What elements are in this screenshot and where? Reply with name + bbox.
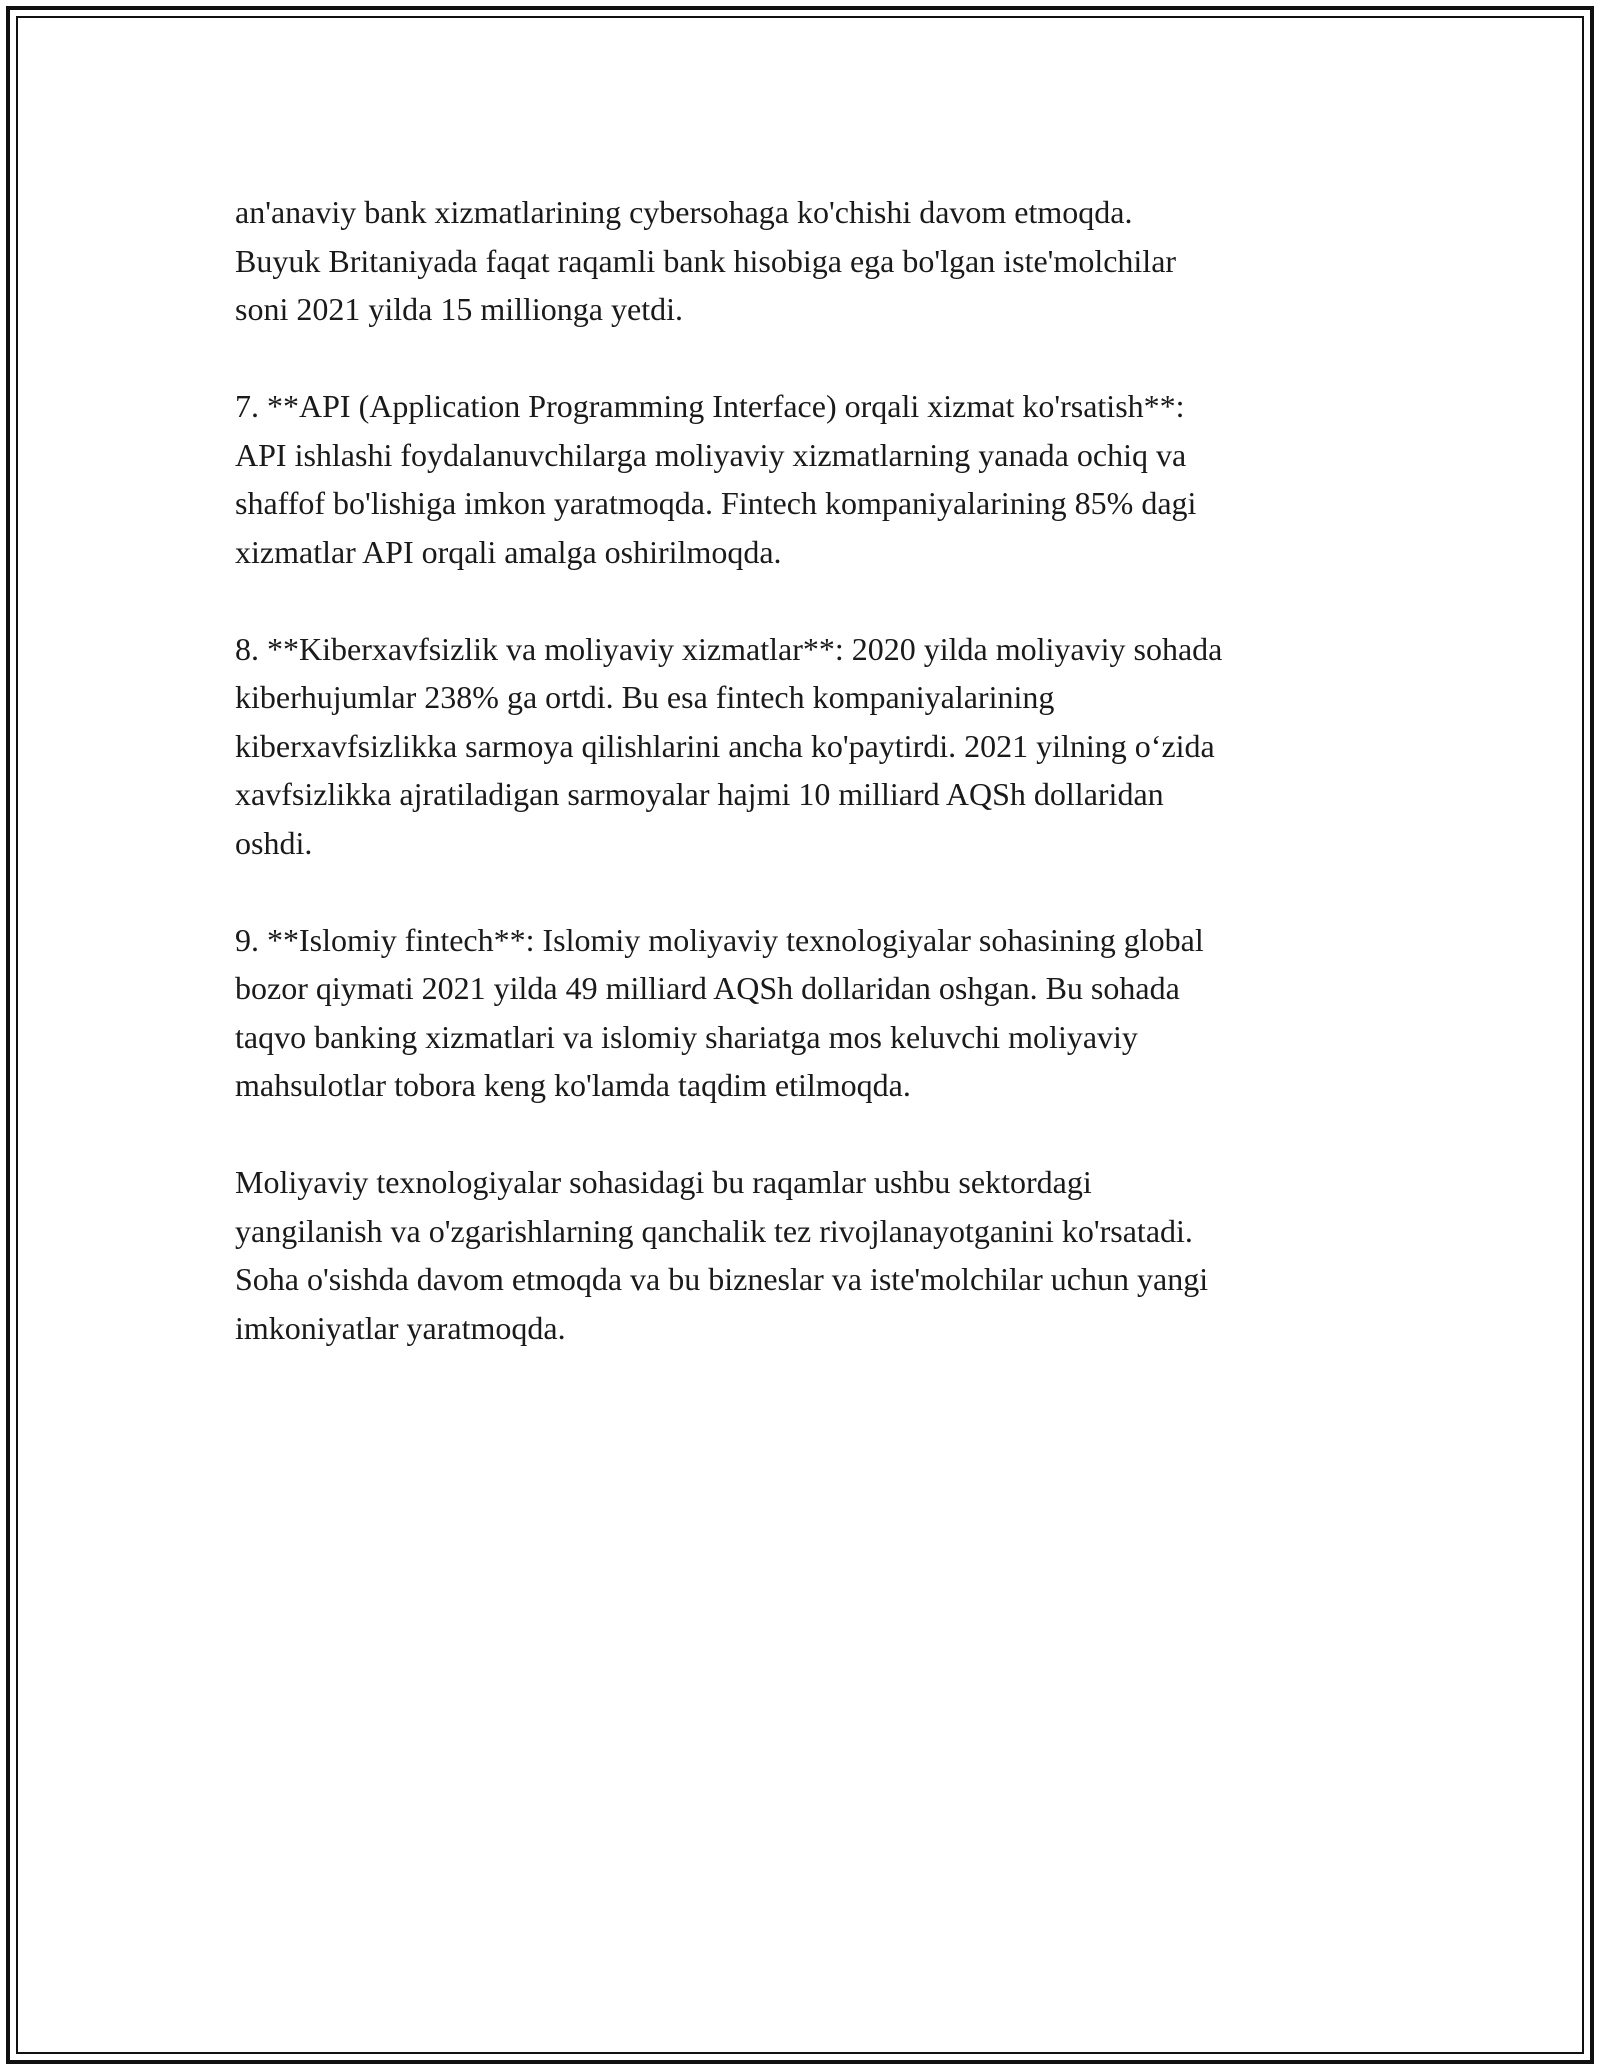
paragraph-islamic-fintech: 9. **Islomiy fintech**: Islomiy moliyaviy texnologiyalar sohasining global bozor qiymati 2021 yilda 49 milliard AQSh dollaridan oshgan. Bu sohada taqvo banking xizmatlari va islomiy shariatga mos keluvchi moliyaviy mahsulotlar tobora keng ko'lamda taqdim etilmoqda.: [235, 921, 1204, 1103]
document-body: [235, 188, 1385, 1401]
paragraph-conclusion: Moliyaviy texnologiyalar sohasidagi bu raqamlar ushbu sektordagi yangilanish va o'zgarishlarning qanchalik tez rivojlanayotganini ko'rsatadi. Soha o'sishda davom etmoqda va bu bizneslar va iste'molchilar uchun yangi imkoniyatlar yaratmoqda.: [235, 1164, 1209, 1346]
paragraph-cybersecurity: 8. **Kiberxavfsizlik va moliyaviy xizmatlar**: 2020 yilda moliyaviy sohada kiberhujumlar 238% ga ortdi. Bu esa fintech kompaniyalarining kiberxavfsizlikka sarmoya qilishlarini ancha ko'paytirdi. 2021 yilning o‘zida xavfsizlikka ajratiladigan sarmoyalar hajmi 10 milliard AQSh dollaridan oshdi.: [235, 630, 1223, 861]
paragraph-digital-banking: an'anaviy bank xizmatlarining cybersohaga ko'chishi davom etmoqda. Buyuk Britaniyada faqat raqamli bank hisobiga ega bo'lgan iste'molchilar soni 2021 yilda 15 millionga yetdi.: [235, 194, 1177, 327]
paragraph-api-services: 7. **API (Application Programming Interface) orqali xizmat ko'rsatish**: API ishlashi foydalanuvchilarga moliyaviy xizmatlarning yanada ochiq va shaffof bo'lishiga imkon yaratmoqda. Fintech kompaniyalarining 85% dagi xizmatlar API orqali amalga oshirilmoqda.: [235, 388, 1197, 570]
